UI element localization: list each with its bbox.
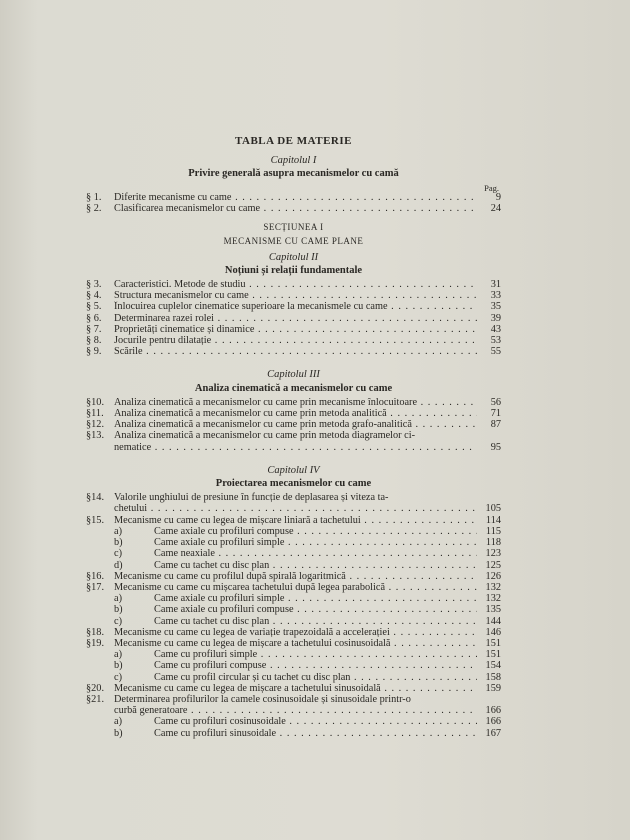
entry-number: b) — [114, 604, 123, 616]
toc-entry-continuation — [86, 503, 501, 514]
toc-subentry — [86, 537, 501, 548]
entry-text: Caracteristici. Metode de studiu . . . — [114, 279, 477, 290]
entry-text: Clasificarea mecanismelor cu came . . . — [114, 203, 477, 214]
entry-page: 123 — [485, 548, 501, 560]
chapter-3-label: Capitolul III — [267, 369, 320, 381]
entry-number: § 5. — [86, 301, 102, 313]
section-title: MECANISME CU CAME PLANE — [223, 236, 364, 247]
entry-page: 167 — [485, 727, 501, 739]
entry-page: 9 — [495, 191, 501, 203]
entry-text: Mecanisme cu came cu legea de mișcare liniară a tachetului . . . — [114, 515, 477, 526]
toc-entry — [86, 627, 501, 638]
entry-text: Came cu profiluri cosinusoidale . . . — [154, 716, 477, 727]
entry-page: 146 — [485, 626, 501, 638]
entry-text: Came cu profiluri sinusoidale . . . — [154, 728, 477, 739]
toc-subentry — [86, 593, 501, 604]
entry-page: 35 — [490, 301, 501, 313]
toc-entry — [86, 335, 501, 346]
entry-page: 132 — [485, 593, 501, 605]
entry-number: § 1. — [86, 191, 102, 203]
toc-entry-continuation — [86, 705, 501, 716]
entry-page: 151 — [485, 637, 501, 649]
entry-number: b) — [114, 660, 123, 672]
entry-text: Înlocuirea cuplelor cinematice superioare la mecanismele cu came . . . — [114, 301, 477, 312]
entry-page: 39 — [490, 312, 501, 324]
entry-page: 24 — [490, 203, 501, 215]
toc-entry — [86, 430, 501, 441]
entry-page: 144 — [485, 615, 501, 627]
entry-text: Mecanisme cu came cu legea de mișcare a tachetului cosinusoidală . . . — [114, 638, 477, 649]
entry-page: 158 — [485, 671, 501, 683]
toc-entry — [86, 324, 501, 335]
entry-text: Analiza cinematică a mecanismelor cu came prin metoda grafo-analitică . . . — [114, 419, 477, 430]
entry-page: 166 — [485, 705, 501, 717]
entry-number: c) — [114, 615, 122, 627]
entry-text: nematice . . . — [114, 442, 477, 453]
chapter-1-label: Capitolul I — [270, 155, 317, 167]
entry-page: 115 — [485, 525, 501, 537]
toc-entry — [86, 203, 501, 214]
entry-text: Structura mecanismelor cu came . . . — [114, 290, 477, 301]
toc-entry — [86, 638, 501, 649]
entry-text: curbă generatoare . . . — [114, 705, 477, 716]
entry-page: 87 — [490, 419, 501, 431]
toc-subentry — [86, 616, 501, 627]
toc-entry — [86, 279, 501, 290]
toc-entry — [86, 683, 501, 694]
entry-number: § 6. — [86, 312, 102, 324]
entry-number: §10. — [86, 396, 105, 408]
entry-text: Analiza cinematică a mecanismelor cu came prin mecanisme înlocuitoare . . . — [114, 397, 477, 408]
entry-number: b) — [114, 537, 123, 549]
entry-text: Came cu tachet cu disc plan . . . — [154, 616, 477, 627]
chapter-2-label: Capitolul II — [268, 251, 319, 263]
entry-page: 95 — [490, 441, 501, 453]
entry-number: §12. — [86, 419, 105, 431]
toc-entry — [86, 571, 501, 582]
entry-text: Valorile unghiului de presiune în funcție de deplasarea și viteza ta- — [114, 492, 389, 504]
toc-entry-continuation — [86, 442, 501, 453]
toc-entry — [86, 301, 501, 312]
entry-number: §16. — [86, 570, 105, 582]
toc-entry — [86, 582, 501, 593]
entry-page: 33 — [490, 290, 501, 302]
entry-page: 126 — [485, 570, 501, 582]
entry-number: § 4. — [86, 290, 102, 302]
entry-number: § 7. — [86, 323, 102, 335]
toc-subentry — [86, 604, 501, 615]
entry-page: 43 — [490, 323, 501, 335]
entry-number: b) — [114, 727, 123, 739]
entry-page: 125 — [485, 559, 501, 571]
entry-page: 151 — [485, 649, 501, 661]
entry-number: §14. — [86, 492, 105, 504]
chapter-3-title: Analiza cinematică a mecanismelor cu came — [194, 382, 393, 394]
entry-text: Came cu profiluri simple . . . — [154, 649, 477, 660]
entry-page: 135 — [485, 604, 501, 616]
entry-text: Came cu profiluri compuse . . . — [154, 660, 477, 671]
entry-page: 132 — [485, 581, 501, 593]
chapter-2-title: Noțiuni și relații fundamentale — [224, 264, 363, 276]
entry-text: Analiza cinematică a mecanismelor cu came prin metoda diagramelor ci- — [114, 430, 416, 442]
entry-page: 159 — [485, 682, 501, 694]
entry-number: c) — [114, 548, 122, 560]
entry-number: § 9. — [86, 346, 102, 358]
entry-page: 118 — [485, 537, 501, 549]
entry-number: c) — [114, 671, 122, 683]
toc-entry — [86, 313, 501, 324]
entry-page: 71 — [490, 408, 501, 420]
entry-text: Came axiale cu profiluri compuse . . . — [154, 604, 477, 615]
entry-text: Came axiale cu profiluri simple . . . — [154, 593, 477, 604]
toc-subentry — [86, 672, 501, 683]
entry-page: 53 — [490, 335, 501, 347]
toc-entry — [86, 408, 501, 419]
entry-text: Jocurile pentru dilatație . . . — [114, 335, 477, 346]
entry-number: a) — [114, 649, 122, 661]
entry-number: §19. — [86, 637, 105, 649]
entry-page: 56 — [490, 396, 501, 408]
toc-title: TABLA DE MATERIE — [234, 135, 352, 147]
entry-text: Came cu tachet cu disc plan . . . — [154, 560, 477, 571]
toc-subentry — [86, 560, 501, 571]
entry-text: Mecanisme cu came cu profilul după spirală logaritmică . . . — [114, 571, 477, 582]
entry-number: §11. — [86, 408, 104, 420]
section-label: SECȚIUNEA I — [263, 222, 324, 233]
toc-entry — [86, 694, 501, 705]
toc-subentry — [86, 660, 501, 671]
entry-text: Came axiale cu profiluri compuse . . . — [154, 526, 477, 537]
entry-page: 105 — [485, 503, 501, 515]
toc-subentry — [86, 649, 501, 660]
entry-number: a) — [114, 525, 122, 537]
entry-number: §17. — [86, 581, 105, 593]
entry-number: §20. — [86, 682, 105, 694]
entry-number: §15. — [86, 514, 105, 526]
entry-number: §13. — [86, 430, 105, 442]
entry-text: Mecanisme cu came cu legea de variație trapezoidală a accelerației . . . — [114, 627, 477, 638]
toc-entry — [86, 290, 501, 301]
chapter-4-entries — [86, 515, 501, 694]
entry-text: chetului . . . — [114, 503, 477, 514]
toc-entry — [86, 397, 501, 408]
entry-text: Scările . . . — [114, 346, 477, 357]
entry-number: a) — [114, 716, 122, 728]
chapter-4-sub-entries — [86, 716, 501, 738]
entry-text: Analiza cinematică a mecanismelor cu came prin metoda analitică . . . — [114, 408, 477, 419]
table-of-contents — [86, 136, 501, 739]
entry-number: § 8. — [86, 335, 102, 347]
toc-subentry — [86, 728, 501, 739]
chapter-3-entries — [86, 397, 501, 431]
entry-text: Determinarea profilurilor la camele cosinusoidale și sinusoidale printr-o — [114, 693, 411, 705]
entry-page: 166 — [485, 716, 501, 728]
toc-entry — [86, 192, 501, 203]
entry-page: 114 — [485, 514, 501, 526]
toc-entry — [86, 346, 501, 357]
entry-text: Diferite mecanisme cu came . . . — [114, 192, 477, 203]
entry-page: 31 — [490, 279, 501, 291]
toc-subentry — [86, 716, 501, 727]
entry-number: a) — [114, 593, 122, 605]
entry-number: § 2. — [86, 203, 102, 215]
chapter-1-entries — [86, 192, 501, 214]
entry-text: Came neaxiale . . . — [154, 548, 477, 559]
page-column-label: Pag. — [484, 182, 499, 193]
toc-entry — [86, 515, 501, 526]
entry-number: §21. — [86, 693, 105, 705]
entry-page: 154 — [485, 660, 501, 672]
toc-subentry — [86, 526, 501, 537]
entry-number: § 3. — [86, 279, 102, 291]
entry-text: Came cu profil circular și cu tachet cu disc plan . . . — [154, 672, 477, 683]
toc-subentry — [86, 548, 501, 559]
entry-number: §18. — [86, 626, 105, 638]
toc-entry — [86, 492, 501, 503]
chapter-4-label: Capitolul IV — [267, 464, 320, 476]
entry-text: Proprietăți cinematice și dinamice . . . — [114, 324, 477, 335]
entry-text: Came axiale cu profiluri simple . . . — [154, 537, 477, 548]
entry-text: Mecanisme cu came cu legea de mișcare a tachetului sinusoidală . . . — [114, 683, 477, 694]
chapter-2-entries — [86, 279, 501, 357]
chapter-4-title: Proiectarea mecanismelor cu came — [215, 478, 372, 490]
chapter-1-title: Privire generală asupra mecanismelor cu camă — [188, 168, 399, 180]
entry-text: Mecanisme cu came cu mișcarea tachetului după legea parabolică . . . — [114, 582, 477, 593]
entry-page: 55 — [490, 346, 501, 358]
entry-text: Determinarea razei rolei . . . — [114, 313, 477, 324]
entry-number: d) — [114, 559, 123, 571]
toc-entry — [86, 419, 501, 430]
